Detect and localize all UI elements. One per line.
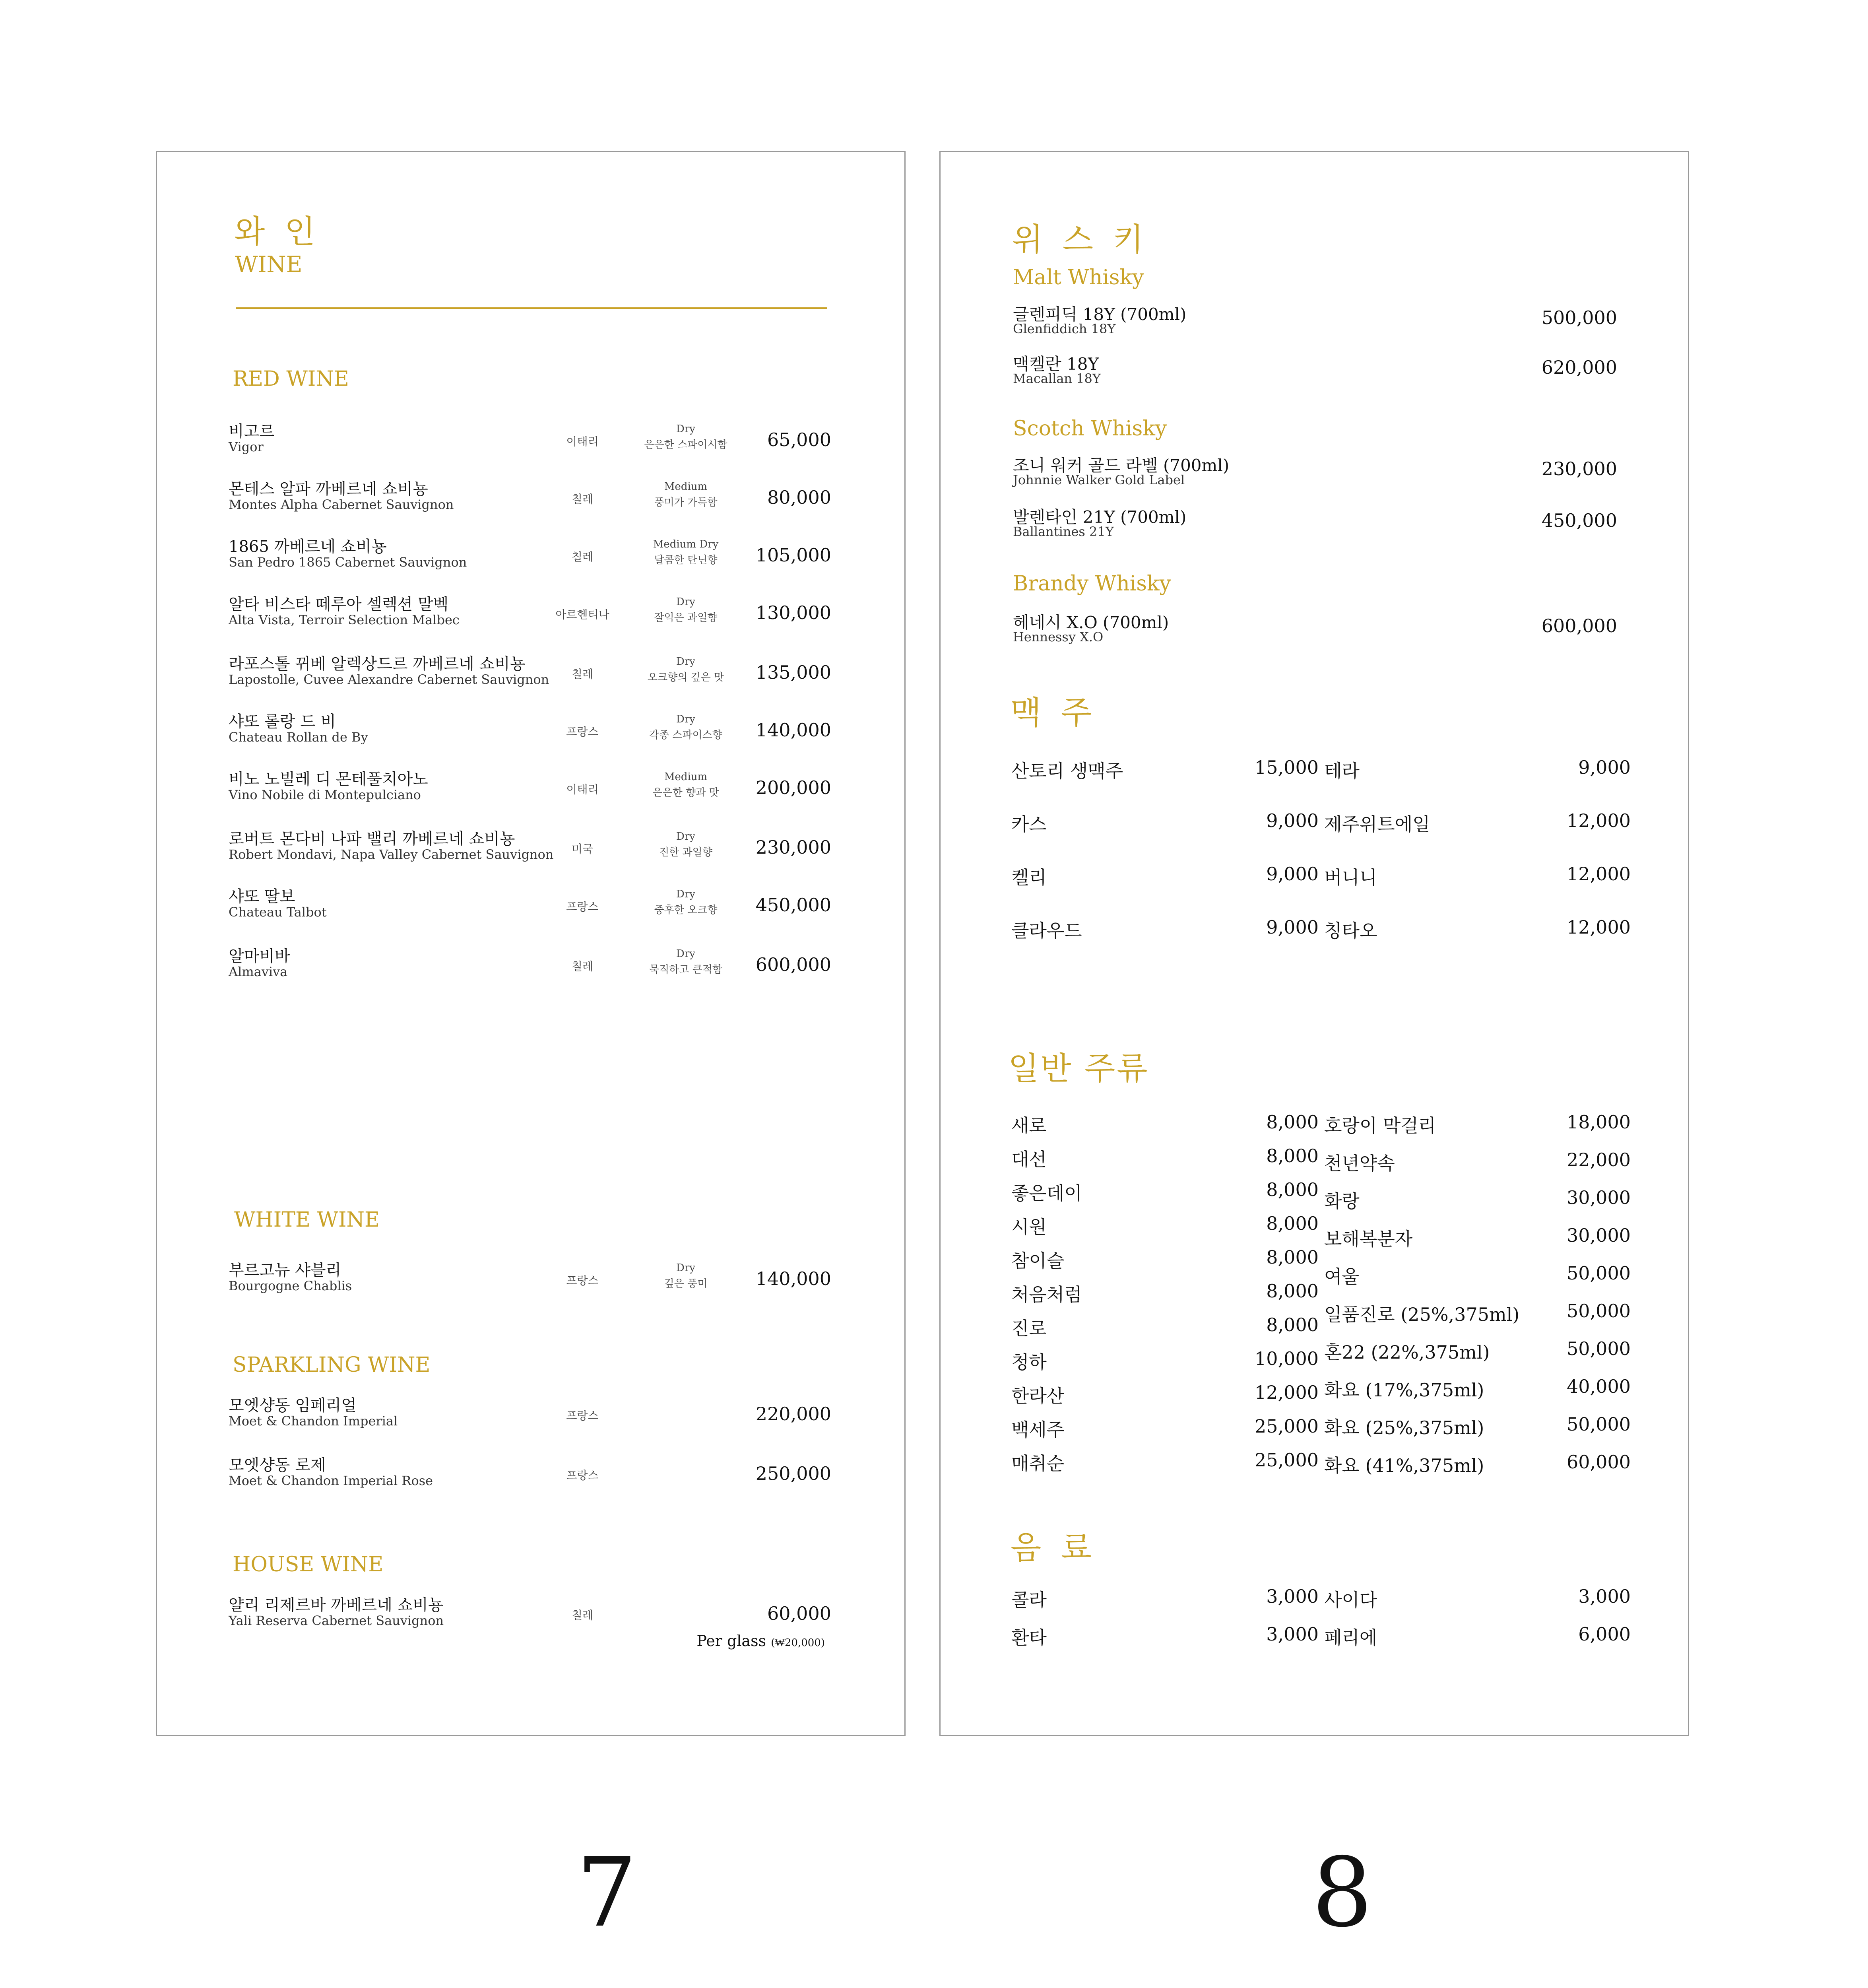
wine-name-en: Lapostolle, Cuvee Alexandre Cabernet Sauvignon — [229, 672, 549, 687]
liquor-item — [1324, 1262, 1631, 1300]
wine-name-ko: 샤또 롤랑 드 비 — [229, 712, 336, 731]
beer-name: 버니니 — [1324, 867, 1377, 888]
liquor-item — [1324, 1300, 1631, 1338]
liquor-item — [1011, 1280, 1319, 1314]
liquor-name: 화요 (25%,375ml) — [1324, 1417, 1484, 1439]
liquor-name: 새로 — [1011, 1115, 1047, 1136]
drink-name: 콜라 — [1011, 1589, 1047, 1611]
wine-name-ko: 비고르 — [229, 422, 275, 441]
liquor-name: 일품진로 (25%,375ml) — [1324, 1304, 1520, 1325]
beer-name: 테라 — [1324, 760, 1360, 782]
wine-name-ko: 로버트 몬다비 나파 밸리 까베르네 쇼비뇽 — [229, 830, 515, 848]
wine-taste-note: 풍미가 가득함 — [654, 497, 718, 509]
wine-country: 칠레 — [571, 1609, 594, 1622]
whisky-name-ko: 조니 워커 골드 라벨 (700ml) — [1013, 456, 1230, 475]
liquor-price: 8,000 — [1266, 1111, 1319, 1133]
wine-name-en: Montes Alpha Cabernet Sauvignon — [229, 497, 454, 512]
wine-taste-body: Medium Dry — [653, 538, 719, 550]
beer-item — [1011, 863, 1319, 916]
wine-item — [229, 767, 831, 814]
liquor-price: 50,000 — [1567, 1413, 1631, 1435]
title-divider — [236, 307, 827, 309]
beer-title: 맥 주 — [1011, 694, 1096, 731]
per-glass-note — [696, 1632, 825, 1650]
wine-taste-note: 은은한 향과 맛 — [652, 787, 719, 799]
wine-taste-note: 중후한 오크향 — [654, 904, 718, 916]
wine-price: 60,000 — [767, 1603, 831, 1624]
whisky-item — [1013, 504, 1617, 548]
wine-item — [229, 534, 831, 582]
liquor-name: 화요 (41%,375ml) — [1324, 1455, 1484, 1476]
liquor-item — [1011, 1449, 1319, 1483]
wine-title-en: WINE — [235, 252, 303, 278]
wine-taste-body: Medium — [664, 771, 708, 783]
whisky-item — [1013, 351, 1617, 395]
drink-price: 3,000 — [1266, 1586, 1319, 1607]
liquor-item — [1324, 1451, 1631, 1489]
whisky-price: 600,000 — [1541, 615, 1617, 637]
wine-item — [229, 826, 831, 874]
wine-name-ko: 알마비바 — [229, 947, 290, 965]
liquor-price: 8,000 — [1266, 1246, 1319, 1268]
wine-price: 80,000 — [767, 487, 831, 508]
wine-taste-body: Dry — [676, 656, 695, 668]
wine-price: 135,000 — [755, 662, 831, 683]
liquor-item — [1324, 1413, 1631, 1451]
liquor-price: 30,000 — [1567, 1225, 1631, 1246]
malt-whisky-heading: Malt Whisky — [1013, 266, 1144, 289]
wine-taste-body: Dry — [676, 888, 695, 900]
wine-taste-note: 깊은 풍미 — [664, 1278, 708, 1290]
beer-item — [1011, 757, 1319, 810]
wine-taste — [634, 829, 737, 860]
liquor-price: 18,000 — [1567, 1111, 1631, 1133]
wine-taste-body: Dry — [676, 831, 695, 843]
wine-taste — [634, 421, 737, 453]
wine-taste-body: Dry — [676, 423, 695, 435]
liquor-price: 50,000 — [1567, 1338, 1631, 1359]
wine-name-ko: 몬테스 알파 까베르네 쇼비뇽 — [229, 480, 428, 498]
liquor-item — [1011, 1111, 1319, 1145]
liquor-name: 처음처럼 — [1011, 1284, 1082, 1305]
wine-taste-note: 은은한 스파이시함 — [644, 439, 727, 451]
wine-taste — [634, 1260, 737, 1292]
liquor-item — [1324, 1149, 1631, 1187]
wine-taste-body: Dry — [676, 1262, 695, 1274]
whisky-name-en: Macallan 18Y — [1013, 371, 1101, 386]
liquor-title: 일반 주류 — [1008, 1050, 1149, 1087]
liquor-name: 천년약속 — [1324, 1153, 1395, 1174]
wine-item — [229, 419, 831, 466]
wine-name-ko: 라포스톨 뀌베 알렉상드르 까베르네 쇼비뇽 — [229, 655, 526, 673]
wine-taste — [634, 654, 737, 685]
wine-country: 칠레 — [571, 960, 594, 973]
liquor-name: 여울 — [1324, 1266, 1360, 1287]
beer-price: 12,000 — [1567, 810, 1631, 831]
whisky-item — [1013, 301, 1617, 345]
liquor-price: 50,000 — [1567, 1262, 1631, 1284]
wine-price: 105,000 — [755, 544, 831, 566]
wine-item — [229, 884, 831, 932]
drinks-title: 음 료 — [1011, 1529, 1096, 1566]
wine-country: 아르헨티나 — [555, 608, 609, 621]
house-wine-heading: HOUSE WINE — [233, 1553, 384, 1576]
whisky-price: 450,000 — [1541, 510, 1617, 531]
wine-country: 프랑스 — [566, 1274, 599, 1287]
white-wine-heading: WHITE WINE — [234, 1208, 380, 1232]
whisky-price: 500,000 — [1541, 307, 1617, 328]
wine-taste — [634, 711, 737, 743]
wine-price: 220,000 — [755, 1403, 831, 1425]
wine-taste-body: Dry — [676, 948, 695, 960]
drink-item — [1011, 1586, 1319, 1623]
liquor-price: 25,000 — [1255, 1449, 1319, 1471]
whisky-name-en: Glenfiddich 18Y — [1013, 321, 1116, 336]
wine-item — [229, 476, 831, 524]
liquor-price: 25,000 — [1255, 1415, 1319, 1437]
wine-name-en: Alta Vista, Terroir Selection Malbec — [229, 612, 460, 627]
wine-country: 미국 — [571, 843, 594, 856]
beer-name: 켈리 — [1011, 867, 1047, 888]
wine-name-en: San Pedro 1865 Cabernet Sauvignon — [229, 555, 467, 570]
liquor-name: 화랑 — [1324, 1190, 1360, 1212]
whisky-name-en: Ballantines 21Y — [1013, 524, 1114, 539]
wine-country: 프랑스 — [566, 900, 599, 913]
wine-item — [229, 944, 831, 991]
liquor-name: 시원 — [1011, 1216, 1047, 1238]
whisky-name-ko: 헤네시 X.O (700ml) — [1013, 613, 1169, 632]
whisky-name-en: Hennessy X.O — [1013, 629, 1104, 645]
drink-name: 환타 — [1011, 1627, 1047, 1648]
wine-taste-body: Dry — [676, 596, 695, 608]
page-number-left: 7 — [576, 1837, 637, 1948]
whisky-item — [1013, 610, 1617, 653]
wine-name-ko: 모엣샹동 로제 — [229, 1456, 326, 1474]
wine-country: 프랑스 — [566, 725, 599, 738]
liquor-item — [1011, 1179, 1319, 1213]
drink-price: 6,000 — [1578, 1623, 1631, 1645]
liquor-item — [1011, 1246, 1319, 1280]
whisky-title: 위 스 키 — [1012, 221, 1148, 258]
wine-name-ko: 알타 비스타 떼루아 셀렉션 말벡 — [229, 595, 449, 613]
wine-item — [229, 1452, 831, 1500]
liquor-item — [1324, 1111, 1631, 1149]
liquor-name: 청하 — [1011, 1351, 1047, 1373]
wine-name-ko: 비노 노빌레 디 몬테풀치아노 — [229, 770, 428, 788]
wine-taste — [634, 886, 737, 918]
wine-name-ko: 부르고뉴 샤블리 — [229, 1261, 341, 1279]
menu-page-wine — [156, 151, 906, 1736]
sparkling-wine-heading: SPARKLING WINE — [233, 1353, 431, 1377]
wine-taste — [634, 594, 737, 626]
red-wine-heading: RED WINE — [233, 367, 349, 391]
whisky-name-ko: 글렌피딕 18Y (700ml) — [1013, 305, 1187, 324]
beer-item — [1324, 757, 1631, 810]
liquor-name: 보해복분자 — [1324, 1228, 1413, 1250]
beer-price: 9,000 — [1266, 863, 1319, 885]
liquor-price: 12,000 — [1255, 1382, 1319, 1403]
wine-country: 칠레 — [571, 668, 594, 681]
wine-item — [229, 1258, 831, 1305]
liquor-name: 호랑이 막걸리 — [1324, 1115, 1436, 1136]
whisky-price: 620,000 — [1541, 357, 1617, 378]
liquor-item — [1011, 1213, 1319, 1246]
beer-price: 15,000 — [1255, 757, 1319, 778]
wine-price: 450,000 — [755, 894, 831, 916]
liquor-price: 8,000 — [1266, 1314, 1319, 1336]
wine-country: 이태리 — [566, 435, 599, 448]
page-number-right: 8 — [1312, 1837, 1373, 1948]
beer-item — [1011, 916, 1319, 970]
wine-price: 250,000 — [755, 1463, 831, 1484]
beer-price: 9,000 — [1266, 916, 1319, 938]
liquor-name: 매취순 — [1011, 1453, 1065, 1474]
whisky-name-ko: 맥켈란 18Y — [1013, 354, 1099, 374]
per-glass-price: (₩20,000) — [771, 1637, 825, 1649]
liquor-item — [1324, 1225, 1631, 1262]
beer-name: 산토리 생맥주 — [1011, 760, 1123, 782]
beer-price: 12,000 — [1567, 863, 1631, 885]
wine-price: 130,000 — [755, 602, 831, 623]
whisky-name-ko: 발렌타인 21Y (700ml) — [1013, 507, 1187, 527]
wine-taste — [634, 946, 737, 978]
wine-taste — [634, 536, 737, 568]
wine-price: 140,000 — [755, 1268, 831, 1289]
wine-taste-note: 오크향의 깊은 맛 — [647, 672, 724, 683]
liquor-price: 60,000 — [1567, 1451, 1631, 1473]
drink-item — [1011, 1623, 1319, 1661]
liquor-price: 8,000 — [1266, 1280, 1319, 1302]
liquor-name: 한라산 — [1011, 1385, 1065, 1407]
wine-item — [229, 1393, 831, 1441]
beer-name: 카스 — [1011, 813, 1047, 835]
beer-price: 9,000 — [1266, 810, 1319, 831]
beer-item — [1324, 863, 1631, 916]
drink-name: 사이다 — [1324, 1589, 1377, 1611]
wine-taste — [634, 769, 737, 801]
wine-taste-body: Dry — [676, 713, 695, 725]
beer-name: 칭타오 — [1324, 920, 1377, 942]
wine-price: 140,000 — [755, 719, 831, 741]
per-glass-label: Per glass — [696, 1632, 766, 1650]
wine-item — [229, 592, 831, 639]
wine-taste-note: 묵직하고 큰적함 — [649, 964, 723, 976]
liquor-item — [1011, 1415, 1319, 1449]
wine-name-en: Vino Nobile di Montepulciano — [229, 787, 421, 802]
drink-price: 3,000 — [1266, 1623, 1319, 1645]
liquor-price: 50,000 — [1567, 1300, 1631, 1322]
liquor-name: 백세주 — [1011, 1419, 1065, 1441]
wine-price: 65,000 — [767, 429, 831, 450]
wine-name-en: Almaviva — [229, 964, 288, 979]
liquor-item — [1324, 1187, 1631, 1225]
brandy-whisky-heading: Brandy Whisky — [1013, 572, 1171, 596]
wine-name-en: Chateau Talbot — [229, 905, 327, 920]
liquor-item — [1324, 1376, 1631, 1413]
whisky-price: 230,000 — [1541, 458, 1617, 480]
wine-name-en: Yali Reserva Cabernet Sauvignon — [229, 1613, 444, 1628]
liquor-item — [1324, 1338, 1631, 1376]
liquor-price: 40,000 — [1567, 1376, 1631, 1397]
wine-country: 칠레 — [571, 550, 594, 563]
whisky-name-en: Johnnie Walker Gold Label — [1013, 472, 1185, 487]
wine-item — [229, 709, 831, 757]
wine-name-en: Moet & Chandon Imperial Rose — [229, 1473, 433, 1488]
liquor-item — [1011, 1145, 1319, 1179]
wine-item — [229, 651, 831, 699]
wine-country: 칠레 — [571, 493, 594, 506]
liquor-name: 참이슬 — [1011, 1250, 1065, 1272]
wine-name-ko: 얄리 리제르바 까베르네 쇼비뇽 — [229, 1596, 444, 1614]
wine-name-en: Robert Mondavi, Napa Valley Cabernet Sauvignon — [229, 847, 554, 862]
liquor-name: 진로 — [1011, 1318, 1047, 1339]
liquor-name: 화요 (17%,375ml) — [1324, 1379, 1484, 1401]
beer-price: 12,000 — [1567, 916, 1631, 938]
whisky-item — [1013, 452, 1617, 496]
wine-taste-note: 각종 스파이스향 — [649, 729, 723, 741]
wine-taste-note: 진한 과일향 — [659, 846, 712, 858]
liquor-item — [1011, 1348, 1319, 1382]
wine-name-en: Chateau Rollan de By — [229, 730, 368, 745]
beer-item — [1324, 916, 1631, 970]
liquor-name: 혼22 (22%,375ml) — [1324, 1342, 1490, 1363]
wine-name-ko: 1865 까베르네 쇼비뇽 — [229, 538, 387, 556]
wine-price: 200,000 — [755, 777, 831, 798]
liquor-item — [1011, 1314, 1319, 1348]
wine-taste-note: 잘익은 과일향 — [654, 612, 718, 624]
wine-name-ko: 샤또 딸보 — [229, 887, 295, 906]
wine-country: 이태리 — [566, 783, 599, 796]
liquor-price: 8,000 — [1266, 1213, 1319, 1234]
wine-price: 230,000 — [755, 837, 831, 858]
drink-name: 페리에 — [1324, 1627, 1377, 1648]
liquor-price: 8,000 — [1266, 1145, 1319, 1167]
liquor-price: 10,000 — [1255, 1348, 1319, 1369]
wine-title-ko: 와 인 — [234, 213, 320, 250]
liquor-name: 좋은데이 — [1011, 1182, 1082, 1204]
liquor-price: 22,000 — [1567, 1149, 1631, 1171]
wine-taste — [634, 479, 737, 511]
wine-price: 600,000 — [755, 954, 831, 975]
wine-taste-note: 달콤한 탄닌향 — [654, 554, 718, 566]
drink-price: 3,000 — [1578, 1586, 1631, 1607]
drink-item — [1324, 1623, 1631, 1661]
liquor-item — [1011, 1382, 1319, 1415]
wine-name-en: Bourgogne Chablis — [229, 1278, 352, 1293]
liquor-name: 대선 — [1011, 1149, 1047, 1170]
liquor-price: 8,000 — [1266, 1179, 1319, 1200]
beer-name: 제주위트에일 — [1324, 813, 1430, 835]
scotch-whisky-heading: Scotch Whisky — [1013, 417, 1167, 441]
wine-name-ko: 모엣샹동 임페리얼 — [229, 1396, 357, 1415]
menu-page-drinks — [939, 151, 1689, 1736]
wine-name-en: Moet & Chandon Imperial — [229, 1413, 398, 1429]
wine-name-en: Vigor — [229, 439, 264, 454]
beer-name: 클라우드 — [1011, 920, 1082, 942]
beer-price: 9,000 — [1578, 757, 1631, 778]
liquor-price: 30,000 — [1567, 1187, 1631, 1208]
wine-country: 프랑스 — [566, 1409, 599, 1422]
beer-item — [1011, 810, 1319, 863]
drink-item — [1324, 1586, 1631, 1623]
beer-item — [1324, 810, 1631, 863]
wine-country: 프랑스 — [566, 1469, 599, 1482]
wine-taste-body: Medium — [664, 481, 708, 493]
